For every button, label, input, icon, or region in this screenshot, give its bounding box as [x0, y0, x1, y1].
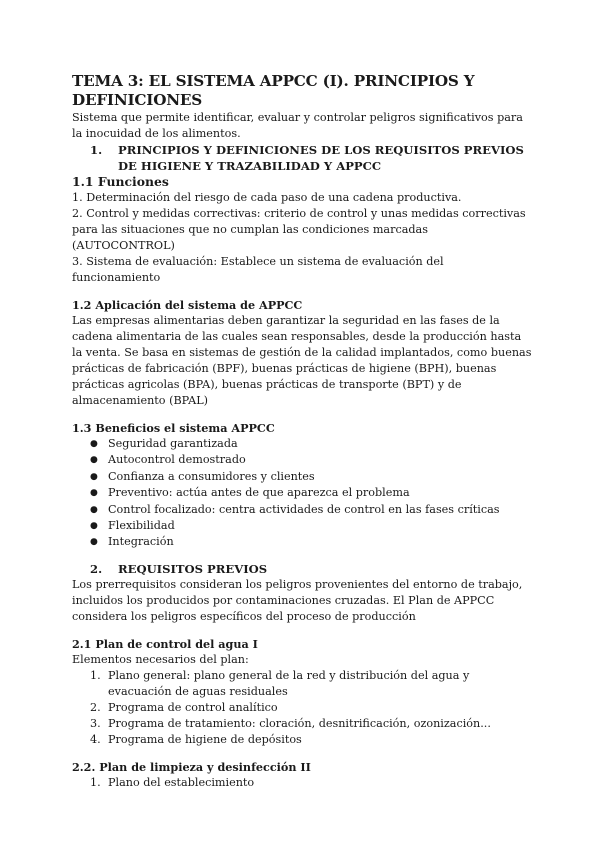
intro-paragraph: Sistema que permite identificar, evaluar y controlar peligros significativos para la inocuidad de los alimentos.: [72, 111, 523, 140]
section-2-paragraph: Los prerrequisitos consideran los peligros provenientes del entorno de trabajo, incluidos los producidos por contaminaciones cruzadas. El Plan de APPCC considera los peligros específicos del proceso de producción: [72, 577, 523, 623]
list-item: [72, 775, 532, 791]
list-item-text: Preventivo: actúa antes de que aparezca el problema: [108, 486, 410, 500]
list-item: [72, 502, 532, 518]
limpieza-heading: 2.2. Plan de limpieza y desinfección II: [72, 759, 311, 774]
list-item-text: Seguridad garantizada: [108, 437, 238, 450]
list-item-text: Flexibilidad: [108, 519, 175, 533]
list-item-text: Programa de higiene de depósitos: [108, 732, 302, 746]
bullet-icon: ●: [90, 504, 98, 515]
funciones-line-2: 2. Control y medidas correctivas: criterio de control y unas medidas correctivas para las situaciones que no cumplan las condiciones marcadas (AUTOCONTROL): [72, 207, 526, 252]
list-item: [72, 436, 532, 452]
list-item-text: Confianza a consumidores y clientes: [108, 469, 315, 483]
list-item: [72, 668, 532, 700]
aplicacion-paragraph: Las empresas alimentarias deben garantizar la seguridad en las fases de la cadena alimentaria de las cuales sean responsables, desde la producción hasta la venta. Se basa en sistemas de gestión de la calidad implantados, como buenas prácticas de fabricación (BPF), buenas prácticas de higiene (BPH), buenas prácticas agricolas (BPA), buenas prácticas de transporte (BPT) y de almacenamiento (BPAL): [72, 314, 532, 407]
list-item-text: Programa de tratamiento: cloración, desnitrificación, ozonización...: [108, 716, 491, 730]
bullet-icon: ●: [90, 537, 98, 548]
section-2-heading: [72, 561, 532, 577]
list-item-text: Autocontrol demostrado: [108, 453, 246, 467]
bullet-icon: ●: [90, 521, 98, 532]
funciones-line-1: 1. Determinación del riesgo de cada paso de una cadena productiva.: [72, 191, 462, 204]
section-1-heading: [72, 142, 532, 174]
list-item: [72, 732, 532, 748]
list-item: [72, 716, 532, 732]
beneficios-list: [72, 436, 532, 551]
list-item: [72, 485, 532, 501]
agua-list: [72, 668, 532, 748]
page-title: TEMA 3: EL SISTEMA APPCC (I). PRINCIPIOS Y DEFINICIONES: [72, 72, 475, 109]
agua-lead: Elementos necesarios del plan:: [72, 652, 249, 666]
bullet-icon: ●: [90, 471, 98, 482]
agua-heading: 2.1 Plan de control del agua I: [72, 636, 258, 651]
document-page: [72, 72, 532, 791]
funciones-line-3: 3. Sistema de evaluación: Establece un sistema de evaluación del funcionamiento: [72, 255, 444, 284]
section-1-title: PRINCIPIOS Y DEFINICIONES DE LOS REQUISITOS PREVIOS DE HIGIENE Y TRAZABILIDAD Y APPCC: [118, 143, 524, 173]
section-2-number: 2.: [90, 561, 103, 576]
list-item-text: Integración: [108, 535, 174, 549]
list-item: [72, 452, 532, 468]
section-1-number: 1.: [90, 143, 103, 157]
list-item: [72, 518, 532, 534]
limpieza-list: [72, 775, 532, 791]
bullet-icon: ●: [90, 488, 98, 499]
list-item-text: Programa de control analítico: [108, 700, 278, 714]
list-item-number: 2.: [90, 700, 101, 714]
list-item: [72, 469, 532, 485]
list-item-number: 3.: [90, 716, 101, 730]
beneficios-heading: 1.3 Beneficios el sistema APPCC: [72, 421, 275, 435]
list-item: [72, 700, 532, 716]
section-2-title: REQUISITOS PREVIOS: [118, 561, 268, 576]
list-item-number: 4.: [90, 732, 101, 746]
list-item-text: Control focalizado: centra actividades de control en las fases críticas: [108, 502, 500, 516]
list-item-number: 1.: [90, 668, 101, 682]
list-item-text: Plano del establecimiento: [108, 775, 255, 789]
bullet-icon: ●: [90, 455, 98, 466]
aplicacion-heading: 1.2 Aplicación del sistema de APPCC: [72, 298, 303, 312]
funciones-heading: 1.1 Funciones: [72, 174, 169, 189]
list-item-number: 1.: [90, 775, 101, 789]
list-item: [72, 534, 532, 550]
list-item-text: Plano general: plano general de la red y distribución del agua y evacuación de aguas residuales: [108, 668, 470, 698]
bullet-icon: ●: [90, 439, 98, 449]
